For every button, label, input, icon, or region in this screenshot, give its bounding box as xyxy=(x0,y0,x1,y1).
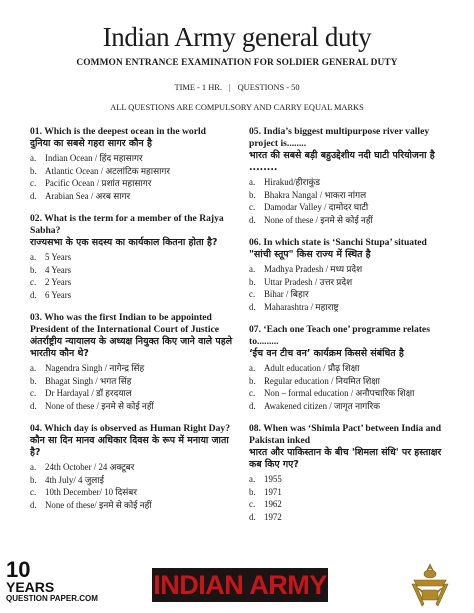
question-text-en: 04. Which day is observed as Human Right Day? xyxy=(30,423,230,434)
question-block xyxy=(249,324,449,412)
indian-army-banner xyxy=(152,568,328,602)
option-letter: d. xyxy=(30,499,37,510)
option-text: 1955 xyxy=(264,474,282,484)
option-letter: c. xyxy=(30,178,37,188)
options-list xyxy=(249,362,449,412)
logo-years: YEARS xyxy=(6,579,55,595)
option-letter: c. xyxy=(249,499,256,509)
option-letter: a. xyxy=(30,462,37,472)
option-item xyxy=(249,201,449,214)
instruction-text: ALL QUESTIONS ARE COMPULSORY AND CARRY EQUAL MARKS xyxy=(110,103,364,112)
exam-subtitle: COMMON ENTRANCE EXAMINATION FOR SOLDIER GENERAL DUTY xyxy=(76,58,398,68)
option-item xyxy=(30,362,240,375)
option-item xyxy=(30,474,240,487)
option-letter: a. xyxy=(249,264,256,274)
option-text: Atlantic Ocean / अटलांटिक महासागर xyxy=(45,165,170,176)
option-item xyxy=(30,276,240,289)
option-text: Bihar / बिहार xyxy=(264,289,309,299)
right-column xyxy=(249,126,449,534)
option-text: None of these / इनमे से कोई नहीं xyxy=(264,214,373,225)
question-block xyxy=(249,423,449,523)
option-item xyxy=(249,176,449,189)
option-letter: b. xyxy=(30,474,37,485)
option-item xyxy=(249,486,449,499)
option-item xyxy=(30,461,240,474)
option-text: Bhakra Nangal / भाकरा नांगल xyxy=(264,189,367,200)
option-item xyxy=(249,400,449,413)
option-text: Pacific Ocean / प्रशांत महासागर xyxy=(45,178,152,188)
options-list xyxy=(30,461,240,511)
option-text: None of these/ इनमे से कोई नहीं xyxy=(45,499,152,510)
option-item xyxy=(249,387,449,400)
option-letter: a. xyxy=(249,177,256,187)
option-letter: c. xyxy=(249,289,256,299)
ten-years-logo xyxy=(6,557,98,604)
logo-number: 10 xyxy=(6,557,31,582)
option-letter: d. xyxy=(249,301,256,312)
question-block xyxy=(30,213,240,301)
option-text: Damodar Valley / दामोदर घाटी xyxy=(264,202,369,212)
option-item xyxy=(30,264,240,277)
option-letter: c. xyxy=(30,277,37,287)
meta-separator: | xyxy=(228,83,231,92)
option-text: 1971 xyxy=(264,486,282,497)
option-text: 1962 xyxy=(264,499,282,509)
options-list xyxy=(249,176,449,226)
option-item xyxy=(30,152,240,165)
option-item xyxy=(249,288,449,301)
option-text: 24th October / 24 अक्टूबर xyxy=(45,462,135,472)
option-item xyxy=(249,375,449,388)
option-letter: c. xyxy=(30,487,37,497)
page-title: Indian Army general duty xyxy=(102,22,372,52)
option-text: Hirakud/हीराकुंड xyxy=(264,177,321,187)
option-text: 5 Years xyxy=(45,252,72,262)
option-item xyxy=(30,486,240,499)
time-label: TIME - 1 HR. xyxy=(174,83,222,92)
option-text: 6 Years xyxy=(45,289,72,300)
questions-count: QUESTIONS - 50 xyxy=(237,83,300,92)
options-list xyxy=(30,251,240,301)
option-text: None of these / इनमे से कोई नहीं xyxy=(45,400,154,411)
option-item xyxy=(30,165,240,178)
option-item xyxy=(30,190,240,203)
question-text-hi: "सांची स्तूप" किस राज्य में स्थित है xyxy=(249,249,371,260)
option-letter: a. xyxy=(30,252,37,262)
option-letter: c. xyxy=(249,388,256,398)
option-text: Dr Hardayal / डॉ हरदयाल xyxy=(45,388,132,398)
question-text-en: 01. Which is the deepest ocean in the world xyxy=(30,126,206,137)
option-letter: b. xyxy=(30,375,37,386)
question-text-hi: ‘ईच वन टीच वन’ कार्यक्रम किससे संबंधित है xyxy=(249,348,404,359)
option-letter: d. xyxy=(249,400,256,411)
option-item xyxy=(30,499,240,512)
option-item xyxy=(249,498,449,511)
option-item xyxy=(249,511,449,524)
question-block xyxy=(30,423,240,511)
question-block xyxy=(249,237,449,313)
option-letter: a. xyxy=(249,474,256,484)
option-item xyxy=(249,276,449,289)
option-item xyxy=(249,189,449,202)
logo-site: QUESTION PAPER.COM xyxy=(6,594,98,603)
option-text: 1972 xyxy=(264,511,282,522)
question-text-hi: दुनिया का सबसे गहरा सागर कौन है xyxy=(30,138,152,149)
question-block xyxy=(30,312,240,412)
army-emblem-icon xyxy=(408,560,452,610)
option-text: Madhya Pradesh / मध्य प्रदेश xyxy=(264,264,363,274)
option-text: 4 Years xyxy=(45,264,72,275)
option-text: Regular education / नियमित शिक्षा xyxy=(264,375,380,386)
option-letter: b. xyxy=(249,189,256,200)
option-item xyxy=(30,400,240,413)
question-text-en: 07. ‘Each one Teach one’ programme relates to......... xyxy=(249,324,430,347)
option-letter: a. xyxy=(30,153,37,163)
option-letter: a. xyxy=(249,363,256,373)
question-text-en: 03. Who was the first Indian to be appointed President of the International Court of Justice xyxy=(30,312,220,335)
option-item xyxy=(30,289,240,302)
option-text: Arabian Sea / अरब सागर xyxy=(45,190,131,201)
option-letter: d. xyxy=(30,400,37,411)
option-letter: b. xyxy=(249,276,256,287)
option-letter: b. xyxy=(249,375,256,386)
option-letter: d. xyxy=(249,214,256,225)
option-letter: d. xyxy=(249,511,256,522)
option-letter: c. xyxy=(249,202,256,212)
option-item xyxy=(249,263,449,276)
option-text: Adult education / प्रौढ़ शिक्षा xyxy=(264,363,360,373)
option-text: Awakened citizen / जागृत नागरिक xyxy=(264,400,381,411)
option-letter: b. xyxy=(249,486,256,497)
question-block xyxy=(30,126,240,202)
question-text-en: 08. When was ‘Shimla Pact’ between India and Pakistan inked xyxy=(249,423,442,446)
option-letter: c. xyxy=(30,388,37,398)
options-list xyxy=(249,263,449,313)
option-item xyxy=(30,387,240,400)
option-text: Uttar Pradesh / उत्तर प्रदेश xyxy=(264,276,353,287)
question-block xyxy=(249,126,449,226)
question-text-hi: अंतर्राष्ट्रीय न्यायालय के अध्यक्ष नियुक्त किए जाने वाले पहले भारतीय कौन थे? xyxy=(30,336,233,359)
exam-meta xyxy=(0,83,474,92)
question-text-en: 05. India’s biggest multipurpose river valley project is........ xyxy=(249,126,430,149)
question-text-en: 02. What is the term for a member of the Rajya Sabha? xyxy=(30,213,224,236)
option-text: Bhagat Singh / भगत सिंह xyxy=(45,375,132,386)
option-text: 10th December/ 10 दिसंबर xyxy=(45,487,137,497)
option-item xyxy=(249,362,449,375)
left-column xyxy=(30,126,240,522)
options-list xyxy=(249,473,449,523)
option-letter: d. xyxy=(30,289,37,300)
option-item xyxy=(30,251,240,264)
option-text: Nagendra Singh / नागेन्द्र सिंह xyxy=(45,363,145,373)
option-item xyxy=(30,177,240,190)
banner-text: INDIAN ARMY xyxy=(153,569,327,600)
option-letter: b. xyxy=(30,165,37,176)
option-letter: d. xyxy=(30,190,37,201)
question-text-hi: भारत और पाकिस्तान के बीच 'शिमला संधि' पर हस्ताक्षर कब किए गए? xyxy=(249,447,442,470)
question-text-hi: कौन सा दिन मानव अधिकार दिवस के रूप में मनाया जाता है? xyxy=(30,435,229,458)
options-list xyxy=(30,362,240,412)
option-text: 2 Years xyxy=(45,277,72,287)
option-letter: a. xyxy=(30,363,37,373)
option-text: 4th July/ 4 जुलाई xyxy=(45,474,104,485)
option-item xyxy=(249,214,449,227)
option-letter: b. xyxy=(30,264,37,275)
question-text-hi: भारत की सबसे बड़ी बहुउद्देशीय नदी घाटी परियोजना है ........ xyxy=(249,150,435,173)
question-text-hi: राज्यसभा के एक सदस्य का कार्यकाल कितना होता है? xyxy=(30,237,218,248)
option-text: Indian Ocean / हिंद महासागर xyxy=(45,153,143,163)
options-list xyxy=(30,152,240,202)
option-text: Maharashtra / महाराष्ट्र xyxy=(264,301,339,312)
option-text: Non – formal education / अनौपचारिक शिक्षा xyxy=(264,388,415,398)
option-item xyxy=(249,301,449,314)
option-item xyxy=(249,473,449,486)
question-text-en: 06. In which state is ‘Sanchi Stupa’ situated xyxy=(249,237,427,248)
option-item xyxy=(30,375,240,388)
